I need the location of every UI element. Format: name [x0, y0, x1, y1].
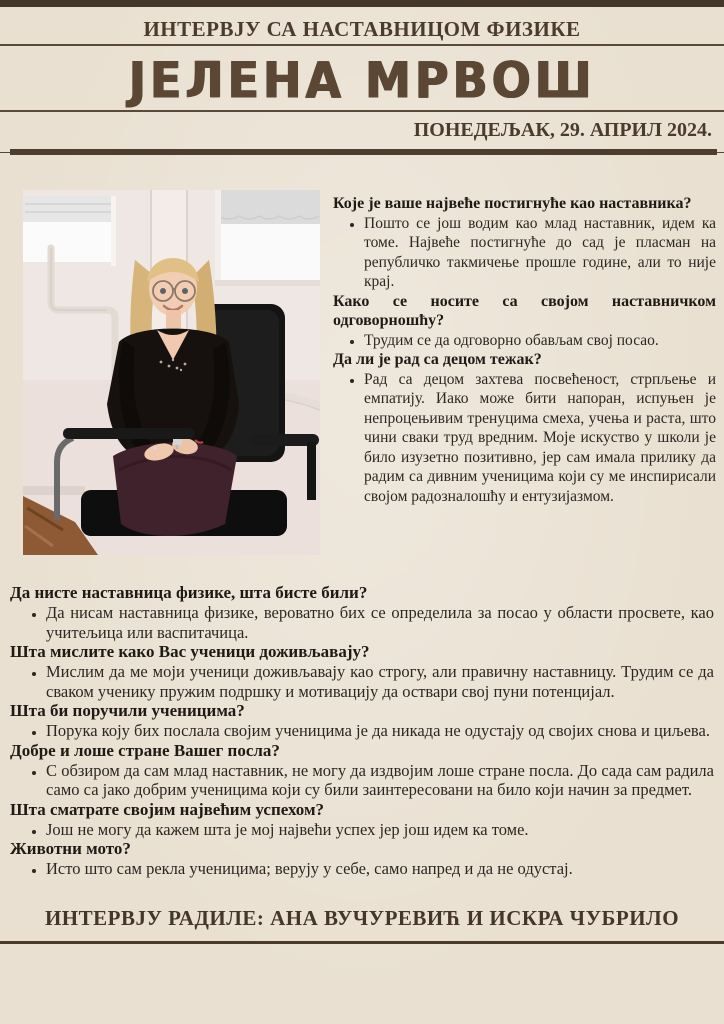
- thick-divider: [0, 149, 724, 156]
- qa-section-bottom: [10, 583, 714, 879]
- answer-list: [333, 214, 716, 292]
- teacher-photo: [23, 190, 320, 555]
- answer-list: [10, 662, 714, 701]
- answer: • С обзиром да сам млад наставник, не могу да издвојим лоше стране посла. До сада сам радила само са јако добрим ученицима који су били заинтересовани на било који начин за предмет.: [46, 761, 714, 800]
- answer: • Пошто се још водим као млад наставник, идем ка томе. Највеће постигнуће до сад је пласман на републичко такмичење прошле године, али то није крај.: [364, 214, 716, 292]
- answer-list: [10, 859, 714, 879]
- dateline: ПОНЕДЕЉАК, 29. АПРИЛ 2024.: [413, 119, 712, 141]
- divider-line: [0, 44, 724, 46]
- question: Да нисте наставница физике, шта бисте били?: [10, 583, 368, 602]
- question: Које је ваше највеће постигнуће као наставника?: [333, 195, 692, 212]
- answer-list: [10, 603, 714, 642]
- teacher-photo-illustration: [23, 190, 320, 555]
- page-title-name: ЈЕЛЕНА МРВОШ: [128, 50, 596, 110]
- answer-list: [10, 721, 714, 741]
- question: Шта би поручили ученицима?: [10, 701, 245, 720]
- question: Добре и лоше стране Вашег посла?: [10, 740, 280, 760]
- question: Шта мислите како Вас ученици доживљавају?: [10, 642, 370, 661]
- answer-list: [333, 370, 716, 507]
- question: Како се носите са својом наставничком одговорношћу?: [333, 292, 716, 329]
- answer: • Још не могу да кажем шта је мој највећи успех јер још идем ка томе.: [46, 820, 714, 840]
- question: Животни мото?: [10, 839, 131, 858]
- answer-list: [333, 331, 716, 351]
- divider-line: [0, 110, 724, 112]
- answer-list: [10, 761, 714, 800]
- answer: • Мислим да ме моји ученици доживљавају као строгу, али правичну наставницу. Трудим се да сваком ученику пружим подршку и мотивацију да оствари свој пуни потенцијал.: [46, 662, 714, 701]
- divider-bar: [10, 149, 717, 155]
- qa-column-right: [333, 190, 716, 555]
- question: Да ли је рад са децом тежак?: [333, 351, 542, 368]
- answer-list: [10, 820, 714, 840]
- answer: • Рад са децом захтева посвећеност, стрпљење и емпатију. Иако може бити напоран, испуњен је непроцењивим тренуцима смеха, учења и раста, што чини сваки труд вредним. Моје искуство у школи је било изузетно позитивно, јер сам имала прилику да радим са дивним ученицима који су ме инспирисали својом радозналошћу и ентузијазмом.: [364, 370, 716, 507]
- top-accent-bar: [0, 0, 724, 7]
- answer: • Исто што сам рекла ученицима; верују у себе, само напред и да не одустај.: [46, 859, 714, 879]
- answer: • Да нисам наставница физике, вероватно бих се определила за посао у области просвете, као учитељица или васпитачица.: [46, 603, 714, 642]
- main-content: [0, 156, 724, 555]
- footer-credit: ИНТЕРВЈУ РАДИЛЕ: АНА ВУЧУРЕВИЋ И ИСКРА ЧУБРИЛО: [44, 905, 680, 930]
- page-kicker: ИНТЕРВЈУ СА НАСТАВНИЦОМ ФИЗИКЕ: [143, 17, 581, 41]
- answer: • Порука коју бих послала својим ученицима је да никада не одустају од својих снова и циљева.: [46, 721, 714, 741]
- footer-divider: [0, 941, 724, 944]
- answer: • Трудим се да одговорно обављам свој посао.: [364, 331, 716, 351]
- question: Шта сматрате својим највећим успехом?: [10, 799, 325, 819]
